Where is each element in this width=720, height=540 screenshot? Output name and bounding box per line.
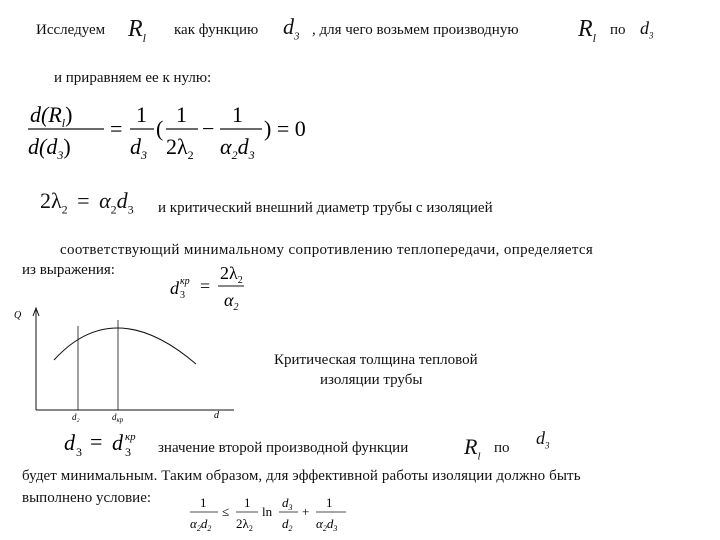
svg-text:кр: кр bbox=[180, 276, 190, 287]
svg-text:α2: $\alpha_2$ bbox=[224, 290, 239, 313]
math-d3-b: $d_3$ bbox=[640, 18, 654, 41]
svg-text:d(d3): $d(d_3)$ bbox=[28, 134, 71, 162]
svg-text:≤: ≤ bbox=[222, 504, 230, 519]
tick-d2: d₂ bbox=[72, 412, 80, 422]
svg-text:=: = bbox=[200, 276, 211, 296]
svg-text:d3: $d_3$ bbox=[282, 495, 293, 512]
text-second-derivative: значение второй производной функции bbox=[158, 440, 409, 456]
svg-text:α2d3: $\alpha_2d_3$ bbox=[316, 516, 338, 533]
svg-text:2λ2: $2\lambda_2$ bbox=[220, 263, 243, 286]
math-R1: $R_l$ bbox=[128, 16, 147, 45]
svg-text:α2d2: $\alpha_2d_2$ bbox=[190, 516, 212, 533]
tick-dkr: $d_{кр}$ bbox=[112, 412, 124, 424]
svg-text:кр: кр bbox=[125, 431, 136, 443]
svg-text:d: d bbox=[64, 430, 75, 455]
svg-text:−: − bbox=[202, 116, 215, 141]
svg-text:3: 3 bbox=[180, 290, 185, 301]
math-d3: $d_3$ bbox=[283, 14, 300, 43]
heat-flow-curve bbox=[54, 328, 196, 364]
svg-text:d(Rl): $d(R_l)$ bbox=[30, 102, 73, 130]
svg-text:1: 1 bbox=[136, 102, 147, 127]
math-R1-b: $R_l$ bbox=[578, 16, 597, 45]
text-equate-zero: и приравняем ее к нулю: bbox=[54, 70, 212, 86]
equation-condition bbox=[186, 492, 386, 538]
svg-text:d: d bbox=[112, 430, 123, 455]
svg-text:d: d bbox=[170, 278, 179, 298]
equation-derivative bbox=[26, 98, 306, 168]
svg-text:d2: $d_2$ bbox=[282, 516, 293, 533]
svg-text:3: 3 bbox=[125, 445, 131, 459]
math-d3-c: $d_3$ bbox=[536, 428, 550, 451]
text-po: по bbox=[610, 22, 626, 38]
equation-d3-equals-dkr bbox=[62, 428, 162, 462]
equation-critical: $2\lambda_2 = \alpha_2d_3$ bbox=[40, 188, 134, 217]
text-investigate: Исследуем bbox=[36, 22, 106, 38]
text-as-function: как функцию bbox=[174, 22, 259, 38]
text-from-expression: из выражения: bbox=[22, 262, 115, 278]
text-condition: выполнено условие: bbox=[22, 490, 152, 506]
svg-text:+: + bbox=[302, 504, 310, 519]
svg-text:α2d3: $\alpha_2d_3$ bbox=[220, 134, 255, 162]
text-critical-diameter: и критический внешний диаметр трубы с изоляцией bbox=[158, 200, 493, 216]
svg-text:2λ2: $2\lambda_2$ bbox=[236, 516, 253, 533]
svg-text:1: 1 bbox=[232, 102, 243, 127]
svg-text:(: ( bbox=[156, 116, 164, 141]
text-derivative: , для чего возьмем производную bbox=[312, 22, 519, 38]
text-corresponding: соответствующий минимальному сопротивлению теплопередачи, определяется bbox=[60, 242, 594, 258]
math-R1-c: $R_l$ bbox=[464, 434, 481, 463]
svg-text:1: 1 bbox=[326, 495, 333, 510]
svg-text:=: = bbox=[90, 429, 103, 454]
critical-thickness-graph bbox=[10, 306, 240, 426]
y-axis-label: Q bbox=[14, 310, 22, 321]
svg-text:=: = bbox=[110, 116, 123, 141]
svg-text:1: 1 bbox=[176, 102, 187, 127]
graph-caption-line1: Критическая толщина тепловой bbox=[274, 352, 478, 368]
text-po-b: по bbox=[494, 440, 510, 456]
svg-text:3: 3 bbox=[76, 445, 82, 459]
svg-text:ln: ln bbox=[262, 504, 273, 519]
svg-text:1: 1 bbox=[244, 495, 251, 510]
x-axis-label: d bbox=[214, 410, 219, 421]
svg-text:d3: $d_3$ bbox=[130, 134, 147, 162]
svg-text:1: 1 bbox=[200, 495, 207, 510]
text-will-be-minimal: будет минимальным. Таким образом, для эффективной работы изоляции должно быть bbox=[22, 468, 581, 484]
graph-caption-line2: изоляции трубы bbox=[320, 372, 423, 388]
svg-text:) = 0: ) = 0 bbox=[264, 116, 306, 141]
svg-text:2λ2: $2\lambda_2$ bbox=[166, 134, 194, 162]
